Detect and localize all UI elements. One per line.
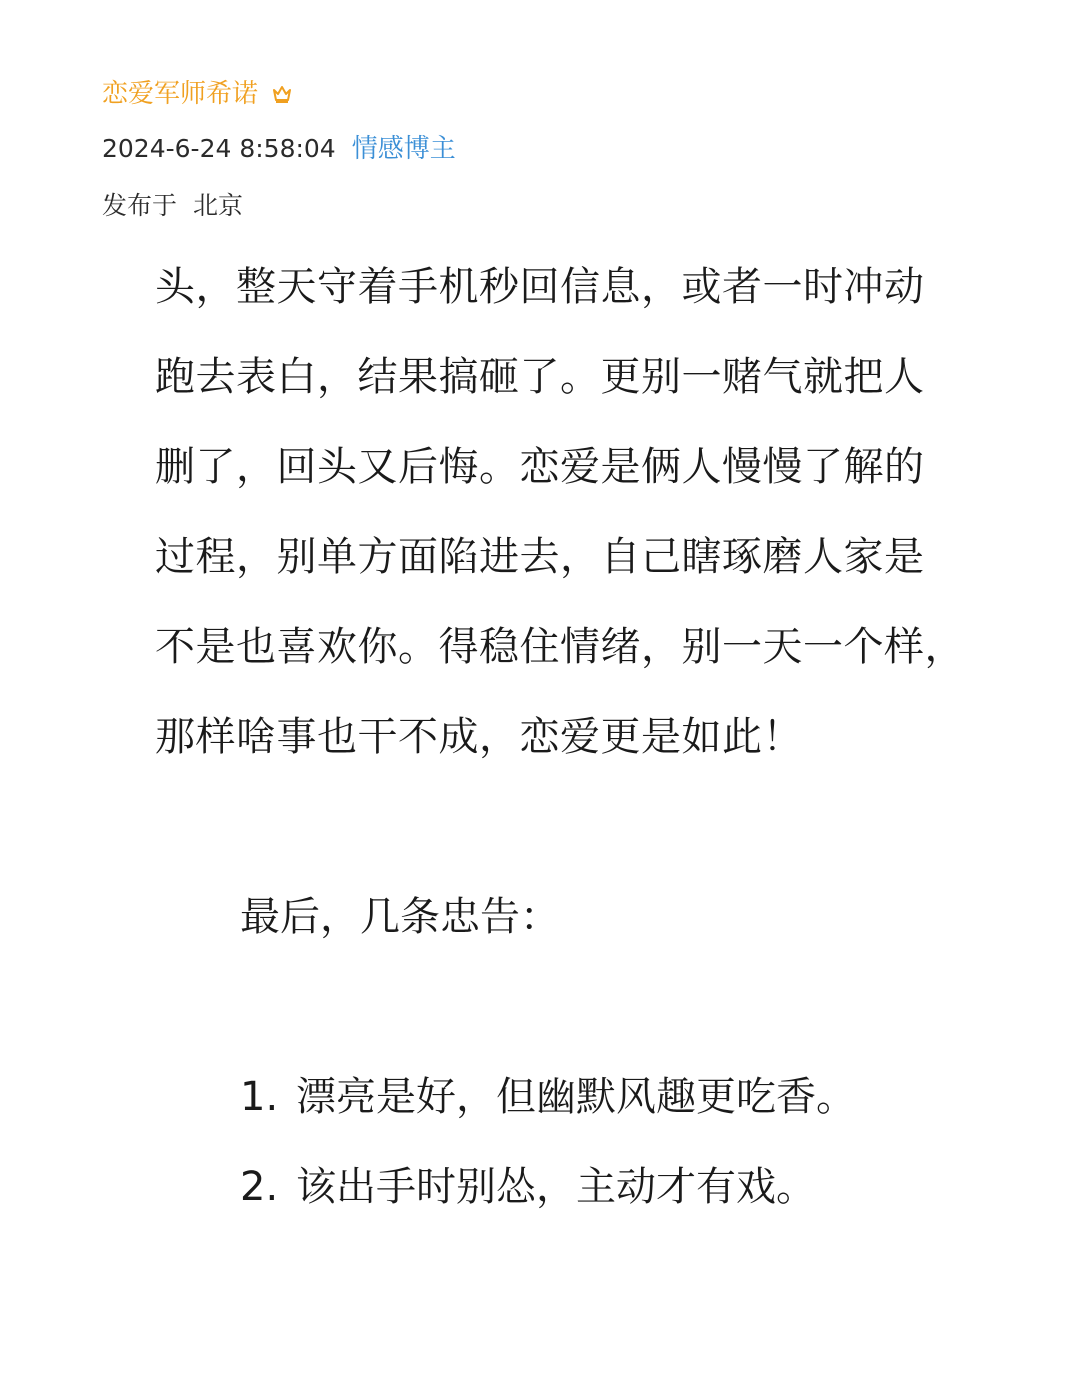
list-item-number: 1. [240,1074,279,1120]
list-item-text: 漂亮是好，但幽默风趣更吃香。 [296,1074,856,1120]
body-line: 跑去表白，结果搞砸了。更别一赌气就把人 [155,354,925,400]
advice-list [240,1052,856,1232]
crown-icon [270,82,294,106]
list-item [240,1052,856,1142]
list-item-number: 2. [240,1164,279,1210]
post-body [155,242,975,782]
list-item [240,1142,856,1232]
author-name[interactable]: 恋爱军师希诺 [102,79,259,109]
body-line: 头，整天守着手机秒回信息，或者一时冲动 [155,264,925,310]
body-line: 删了，回头又后悔。恋爱是俩人慢慢了解的 [155,444,925,490]
body-line: 不是也喜欢你。得稳住情绪，别一天一个样， [155,624,965,670]
advice-title: 最后，几条忠告： [240,894,560,940]
post-timestamp: 2024-6-24 8:58:04 [102,134,336,163]
location-row [102,184,1020,224]
location-value: 北京 [193,191,244,220]
list-item-text: 该出手时别怂，主动才有戏。 [296,1164,816,1210]
location-prefix: 发布于 [102,191,178,220]
author-row [102,74,1020,114]
post-header [102,74,1020,224]
body-line: 那样啥事也干不成，恋爱更是如此！ [155,714,803,760]
meta-row [102,129,1020,169]
body-line: 过程，别单方面陷进去，自己瞎琢磨人家是 [155,534,925,580]
author-tag[interactable]: 情感博主 [351,134,456,164]
